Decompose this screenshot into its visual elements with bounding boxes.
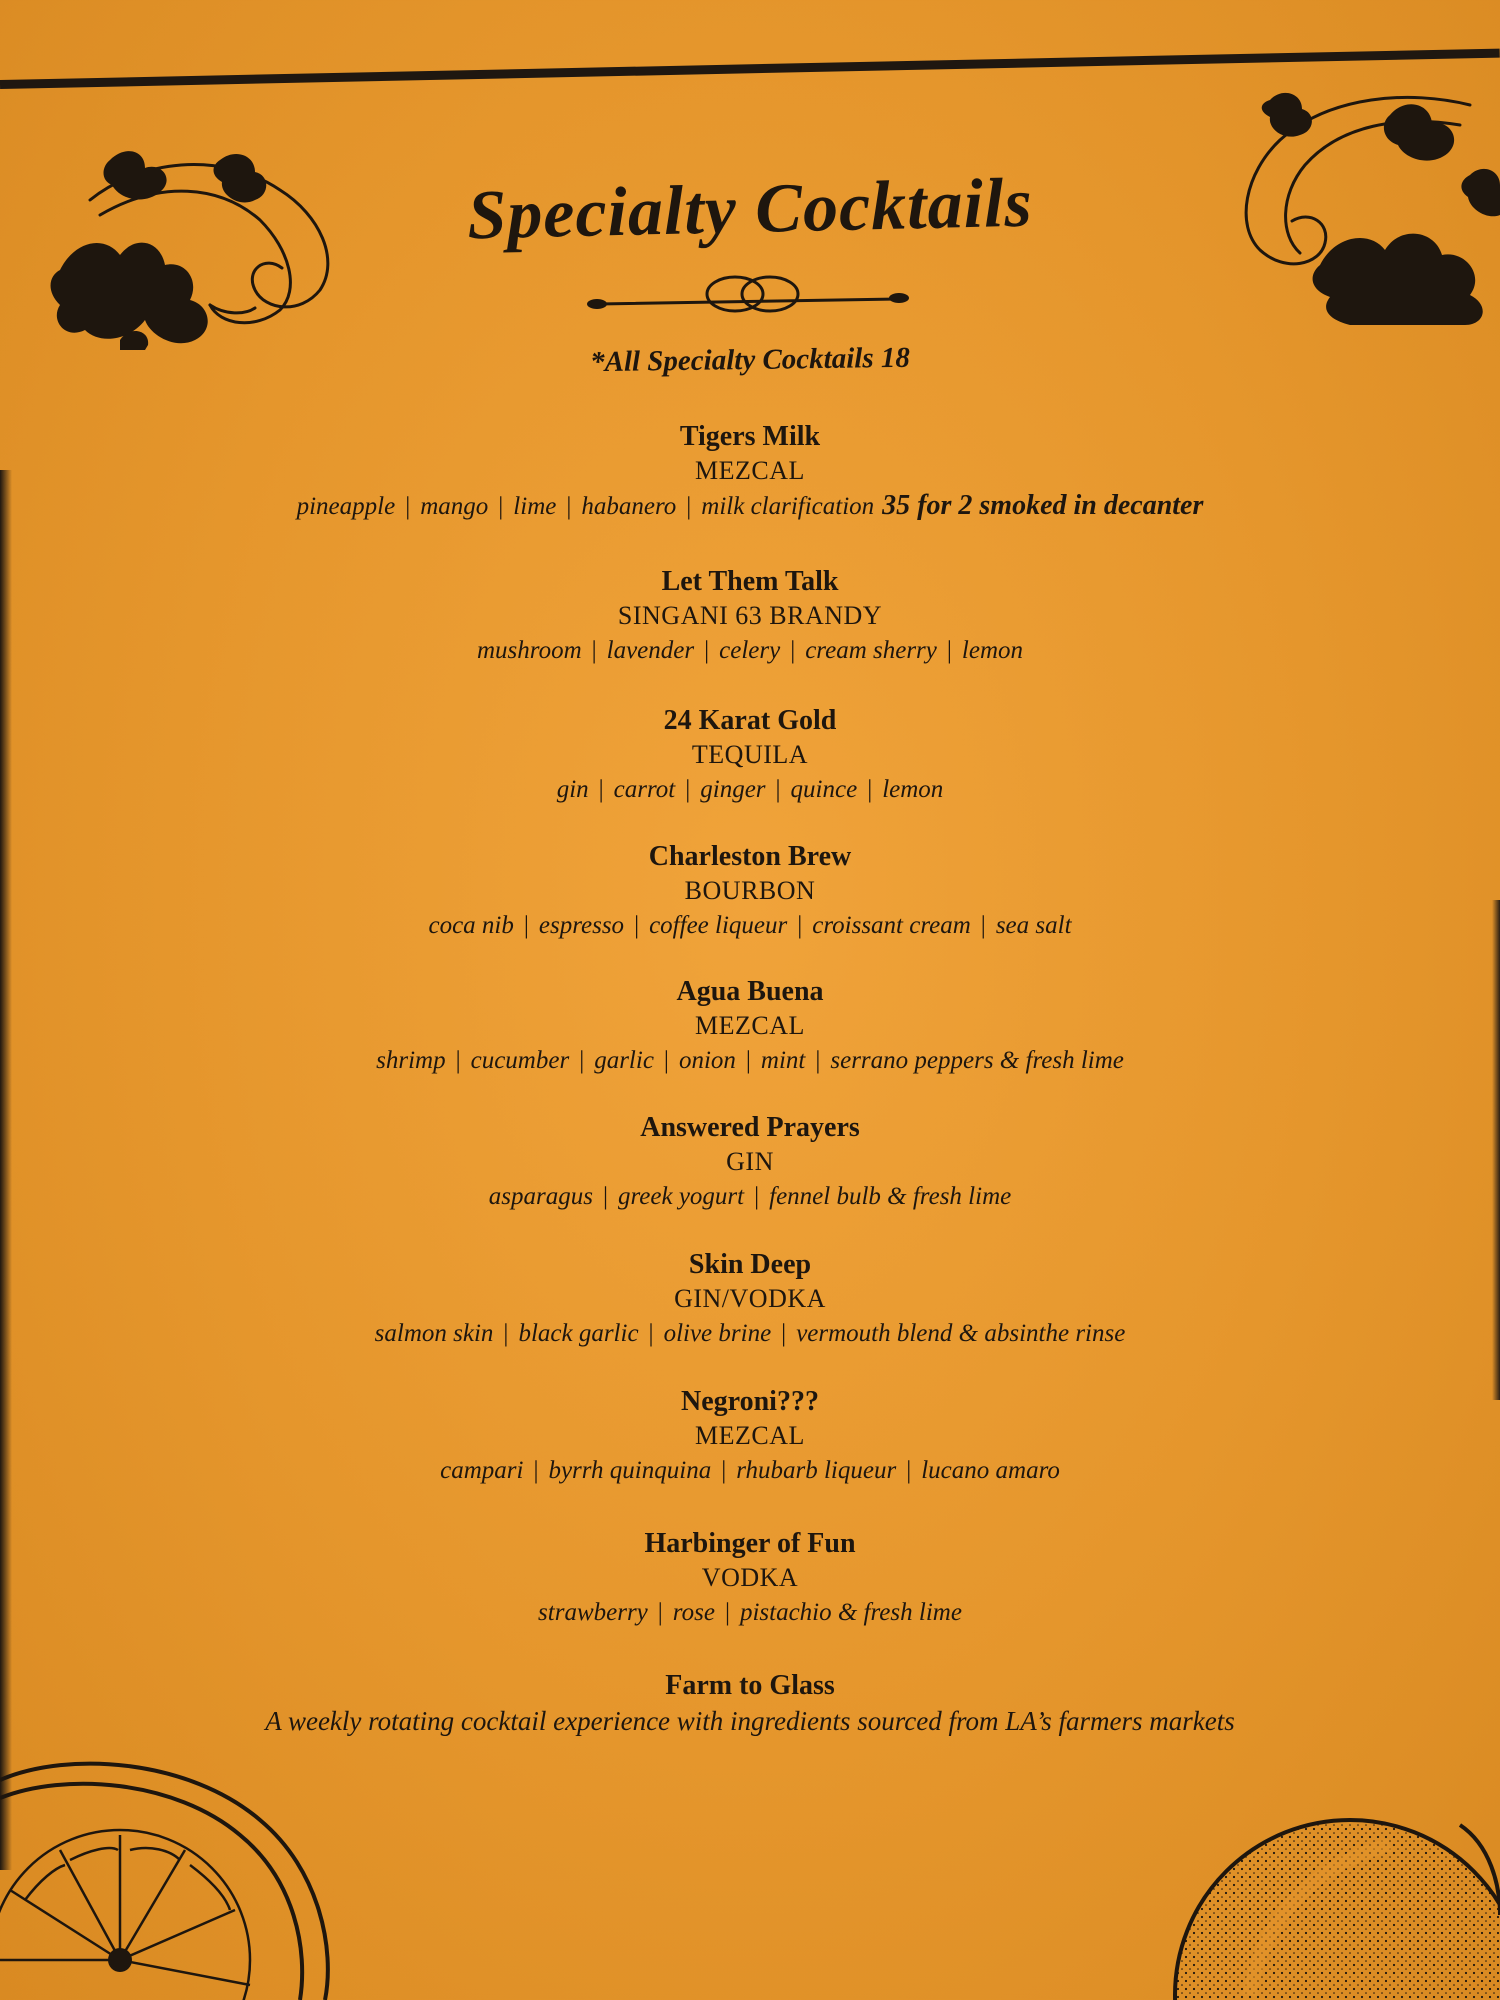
ingredient: greek yogurt bbox=[617, 1183, 745, 1210]
ingredient: rhubarb liqueur bbox=[736, 1457, 897, 1484]
ingredient: fennel bulb & fresh lime bbox=[769, 1183, 1012, 1210]
item-spirit: TEQUILA bbox=[691, 740, 809, 769]
ingredient-separator: | bbox=[523, 912, 529, 939]
item-ingredients bbox=[0, 1453, 1500, 1489]
cocktail-item bbox=[0, 1248, 1500, 1352]
ingredient: lemon bbox=[961, 637, 1024, 664]
ingredient-separator: | bbox=[566, 493, 572, 520]
menu-title: Specialty Cocktails bbox=[466, 164, 1034, 255]
cocktail-item bbox=[0, 840, 1500, 944]
ingredient: lucano amaro bbox=[921, 1457, 1060, 1484]
item-ingredients bbox=[0, 772, 1500, 808]
ingredient: salmon skin bbox=[374, 1320, 494, 1347]
ingredient-separator: | bbox=[781, 1320, 787, 1347]
ingredient: sea salt bbox=[995, 912, 1072, 939]
ingredient: campari bbox=[440, 1457, 524, 1484]
ingredient: milk clarification bbox=[701, 493, 875, 520]
ingredient: serrano peppers & fresh lime bbox=[830, 1047, 1124, 1074]
ingredient: shrimp bbox=[376, 1047, 446, 1074]
cocktail-item bbox=[0, 1385, 1500, 1489]
ingredient-separator: | bbox=[455, 1047, 461, 1074]
item-name: Agua Buena bbox=[676, 976, 824, 1007]
ingredient-separator: | bbox=[797, 912, 803, 939]
item-spirit: SINGANI 63 BRANDY bbox=[617, 601, 883, 630]
orange-illustration-icon bbox=[1160, 1795, 1500, 2000]
item-spirit: MEZCAL bbox=[695, 1011, 805, 1040]
item-name: Let Them Talk bbox=[661, 566, 839, 597]
item-name: 24 Karat Gold bbox=[663, 705, 837, 736]
item-description: A weekly rotating cocktail experience with ingredients sourced from LA’s farmers markets bbox=[265, 1706, 1235, 1736]
ingredient-separator: | bbox=[754, 1183, 760, 1210]
item-name: Farm to Glass bbox=[665, 1670, 835, 1701]
ingredient: lavender bbox=[606, 637, 695, 664]
item-ingredients bbox=[0, 1179, 1500, 1215]
ingredient-separator: | bbox=[724, 1599, 730, 1626]
ingredient: pistachio & fresh lime bbox=[739, 1599, 962, 1626]
ingredient-separator: | bbox=[533, 1457, 539, 1484]
ingredient-separator: | bbox=[498, 493, 504, 520]
ingredient: rose bbox=[672, 1599, 715, 1626]
ingredient-separator: | bbox=[663, 1047, 669, 1074]
divider-flourish-icon bbox=[585, 268, 915, 318]
ingredient-separator: | bbox=[721, 1457, 727, 1484]
item-ingredients bbox=[0, 633, 1500, 669]
ingredient-separator: | bbox=[790, 637, 796, 664]
ingredient: lime bbox=[513, 493, 557, 520]
ingredient: lemon bbox=[882, 776, 944, 803]
ingredient-separator: | bbox=[602, 1183, 608, 1210]
ingredient: byrrh quinquina bbox=[548, 1457, 712, 1484]
item-ingredients bbox=[0, 1043, 1500, 1079]
ingredient: strawberry bbox=[538, 1599, 648, 1626]
cocktail-item bbox=[0, 704, 1500, 808]
ingredient: asparagus bbox=[488, 1183, 593, 1210]
ingredient-separator: | bbox=[634, 912, 640, 939]
ingredient-separator: | bbox=[591, 637, 597, 664]
ingredient-separator: | bbox=[405, 493, 411, 520]
item-spirit: VODKA bbox=[701, 1563, 799, 1592]
ingredient: cream sherry bbox=[805, 637, 937, 664]
cocktail-item bbox=[0, 1111, 1500, 1215]
ingredient-separator: | bbox=[815, 1047, 821, 1074]
item-ingredients bbox=[0, 908, 1500, 944]
ingredient: ginger bbox=[700, 776, 766, 803]
item-spirit: GIN/VODKA bbox=[674, 1284, 826, 1313]
ingredient: mushroom bbox=[476, 637, 582, 664]
cocktail-item bbox=[0, 1527, 1500, 1631]
item-ingredients bbox=[0, 1595, 1500, 1631]
ingredient: croissant cream bbox=[812, 912, 971, 939]
ingredient-separator: | bbox=[745, 1047, 751, 1074]
item-note: 35 for 2 smoked in decanter bbox=[882, 490, 1204, 521]
ingredient: mango bbox=[420, 493, 489, 520]
farm-to-glass-section bbox=[0, 1669, 1500, 1739]
item-ingredients bbox=[0, 1316, 1500, 1352]
item-ingredients bbox=[0, 488, 1500, 525]
item-name: Harbinger of Fun bbox=[644, 1528, 856, 1559]
item-spirit: MEZCAL bbox=[695, 1421, 805, 1450]
ingredient-separator: | bbox=[980, 912, 986, 939]
top-border-rule bbox=[0, 49, 1500, 89]
ingredient-separator: | bbox=[775, 776, 781, 803]
menu-price-note: *All Specialty Cocktails 18 bbox=[589, 341, 911, 379]
ingredient-separator: | bbox=[685, 776, 691, 803]
ingredient-separator: | bbox=[867, 776, 873, 803]
ingredient-separator: | bbox=[503, 1320, 509, 1347]
item-spirit: GIN bbox=[726, 1147, 774, 1176]
ingredient-separator: | bbox=[686, 493, 692, 520]
ingredient: coffee liqueur bbox=[649, 912, 788, 939]
lemon-slice-illustration-icon bbox=[0, 1750, 340, 2000]
ingredient: gin bbox=[556, 776, 589, 803]
ingredient-separator: | bbox=[704, 637, 710, 664]
cocktail-item bbox=[0, 420, 1500, 525]
ingredient-separator: | bbox=[579, 1047, 585, 1074]
ingredient: garlic bbox=[594, 1047, 654, 1074]
cocktail-item bbox=[0, 975, 1500, 1079]
item-spirit: MEZCAL bbox=[695, 456, 805, 485]
ingredient: olive brine bbox=[663, 1320, 772, 1347]
ingredient: cucumber bbox=[470, 1047, 570, 1074]
ingredient: espresso bbox=[538, 912, 625, 939]
item-name: Charleston Brew bbox=[648, 841, 852, 872]
ingredient-separator: | bbox=[648, 1320, 654, 1347]
ingredient: habanero bbox=[581, 493, 677, 520]
item-name: Tigers Milk bbox=[679, 421, 821, 452]
ingredient: coca nib bbox=[428, 912, 514, 939]
ingredient: black garlic bbox=[518, 1320, 639, 1347]
ingredient: carrot bbox=[613, 776, 676, 803]
ingredient: onion bbox=[678, 1047, 736, 1074]
ingredient-separator: | bbox=[657, 1599, 663, 1626]
ingredient-separator: | bbox=[946, 637, 952, 664]
ingredient-separator: | bbox=[598, 776, 604, 803]
ingredient: quince bbox=[790, 776, 858, 803]
item-name: Answered Prayers bbox=[640, 1112, 860, 1143]
cocktail-item bbox=[0, 565, 1500, 669]
ingredient: pineapple bbox=[296, 493, 396, 520]
ingredient: mint bbox=[760, 1047, 806, 1074]
item-spirit: BOURBON bbox=[684, 876, 816, 905]
ingredient-separator: | bbox=[906, 1457, 912, 1484]
ingredient: vermouth blend & absinthe rinse bbox=[796, 1320, 1126, 1347]
item-name: Skin Deep bbox=[688, 1249, 812, 1280]
item-name: Negroni??? bbox=[681, 1386, 819, 1417]
ingredient: celery bbox=[719, 637, 781, 664]
